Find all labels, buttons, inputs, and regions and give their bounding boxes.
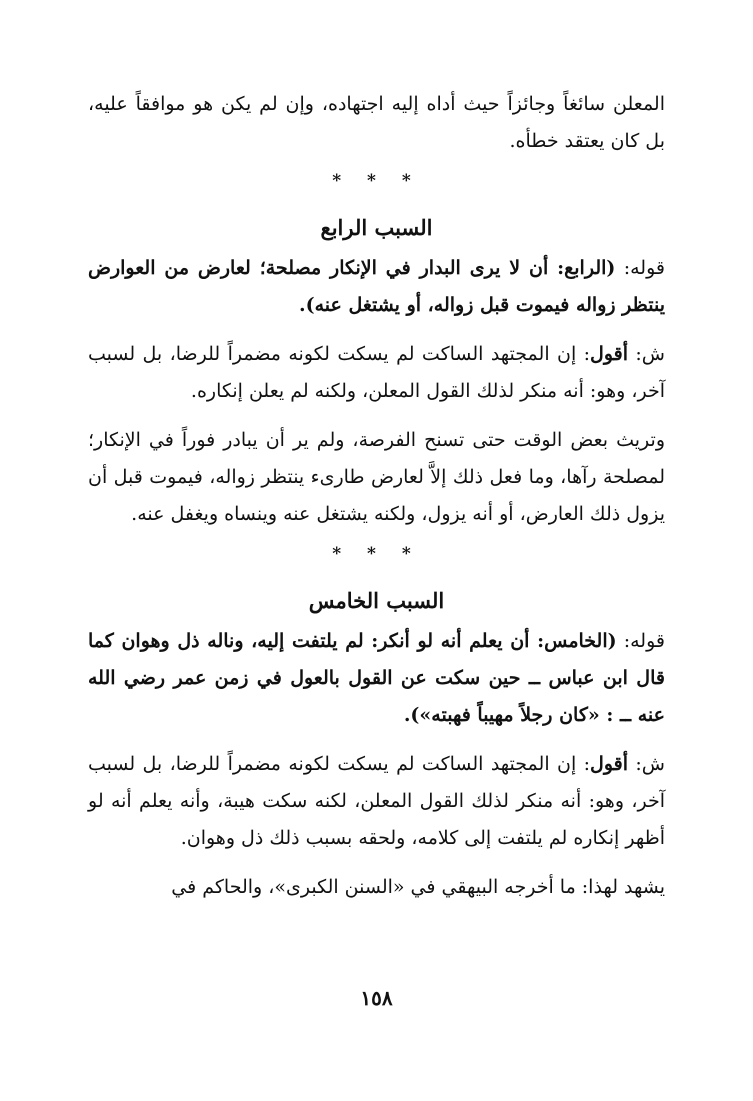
- section-four-paragraph: وتريث بعض الوقت حتى تسنح الفرصة، ولم ير أن يبادر فوراً في الإنكار؛ لمصلحة رآها، وما فعل ذلك إلاَّ لعارض طارىء ينتظر زواله، فيموت قبل أن يزول ذلك العارض، أو أنه يزول، ولكنه يشتغل عنه وينساه ويغفل عنه.: [88, 429, 665, 525]
- page-body: [88, 86, 665, 906]
- quoted-text: (الخامس: أن يعلم أنه لو أنكر: لم يلتفت إليه، وناله ذل وهوان كما قال ابن عباس ــ حين سكت عن القول بالعول في زمن عمر رضي الله عنه ــ : «كان رجلاً مهيباً فهبته»).: [88, 630, 665, 726]
- quote-prefix: قوله:: [615, 257, 665, 279]
- section-four-heading: السبب الرابع: [320, 215, 433, 240]
- section-four: [88, 210, 665, 533]
- section-five-heading: السبب الخامس: [308, 588, 445, 613]
- comment-text: : إن المجتهد الساكت لم يسكت لكونه مضمراً للرضا، بل لسبب آخر، وهو: أنه منكر لذلك القول المعلن، ولكنه لم يعلن إنكاره.: [88, 343, 665, 402]
- section-four-comment: [88, 336, 665, 410]
- comment-text: : إن المجتهد الساكت لم يسكت لكونه مضمراً للرضا، بل لسبب آخر، وهو: أنه منكر لذلك القول المعلن، لكنه سكت هيبة، وأنه يعلم أنه لو أظهر إنكاره لم يلتفت إلى كلامه، ولحقه بسبب ذلك ذل وهوان.: [88, 753, 665, 849]
- page-number: ١٥٨: [360, 986, 393, 1010]
- comment-label: أقول: [590, 343, 629, 365]
- separator-stars: * * *: [332, 171, 421, 191]
- quote-prefix: قوله:: [616, 630, 665, 652]
- quoted-text: (الرابع: أن لا يرى البدار في الإنكار مصلحة؛ لعارض من العوارض ينتظر زواله فيموت قبل زواله، أو يشتغل عنه).: [88, 257, 665, 316]
- comment-prefix: ش:: [628, 753, 665, 775]
- section-five-paragraph: يشهد لهذا: ما أخرجه البيهقي في «السنن الكبرى»، والحاكم في: [171, 876, 665, 898]
- section-five-comment: [88, 746, 665, 857]
- comment-label: أقول: [590, 753, 629, 775]
- intro-paragraph: المعلن سائغاً وجائزاً حيث أداه إليه اجتهاده، وإن لم يكن هو موافقاً عليه، بل كان يعتقد خطأه.: [88, 93, 665, 152]
- section-five: [88, 583, 665, 906]
- section-four-quote: [88, 250, 665, 324]
- separator-stars: * * *: [332, 544, 421, 564]
- comment-prefix: ش:: [628, 343, 665, 365]
- section-five-quote: [88, 623, 665, 734]
